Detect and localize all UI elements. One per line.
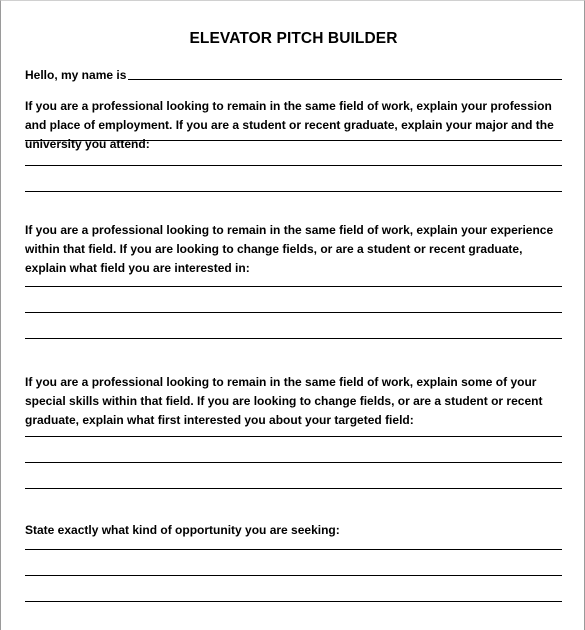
answer-line-4-1[interactable]: [25, 549, 562, 550]
name-field-row: [25, 67, 562, 82]
answer-line-3-2[interactable]: [25, 462, 562, 463]
answer-line-4-3[interactable]: [25, 601, 562, 602]
answer-line-1-3[interactable]: [25, 191, 562, 192]
answer-line-2-3[interactable]: [25, 338, 562, 339]
answer-line-1-2[interactable]: [25, 165, 562, 166]
answer-line-2-2[interactable]: [25, 312, 562, 313]
answer-line-2-1[interactable]: [25, 286, 562, 287]
page-title: ELEVATOR PITCH BUILDER: [189, 30, 398, 47]
question-4: State exactly what kind of opportunity you are seeking:: [25, 523, 340, 537]
answer-line-3-3[interactable]: [25, 488, 562, 489]
question-1: If you are a professional looking to remain in the same field of work, explain your profession and place of employment. If you are a student or recent graduate, explain your major and the university you attend:: [25, 99, 554, 151]
name-label: Hello, my name is: [25, 68, 127, 82]
name-blank-line[interactable]: [128, 67, 562, 80]
answer-line-4-2[interactable]: [25, 575, 562, 576]
question-2: If you are a professional looking to remain in the same field of work, explain your experience within that field. If you are looking to change fields, or are a student or recent graduate, explain what field you are interested in:: [25, 223, 554, 275]
answer-line-1-1[interactable]: [25, 140, 562, 141]
answer-line-3-1[interactable]: [25, 436, 562, 437]
question-3: If you are a professional looking to remain in the same field of work, explain some of your special skills within that field. If you are looking to change fields, or are a student or recent graduate, explain what first interested you about your targeted field:: [25, 375, 543, 427]
